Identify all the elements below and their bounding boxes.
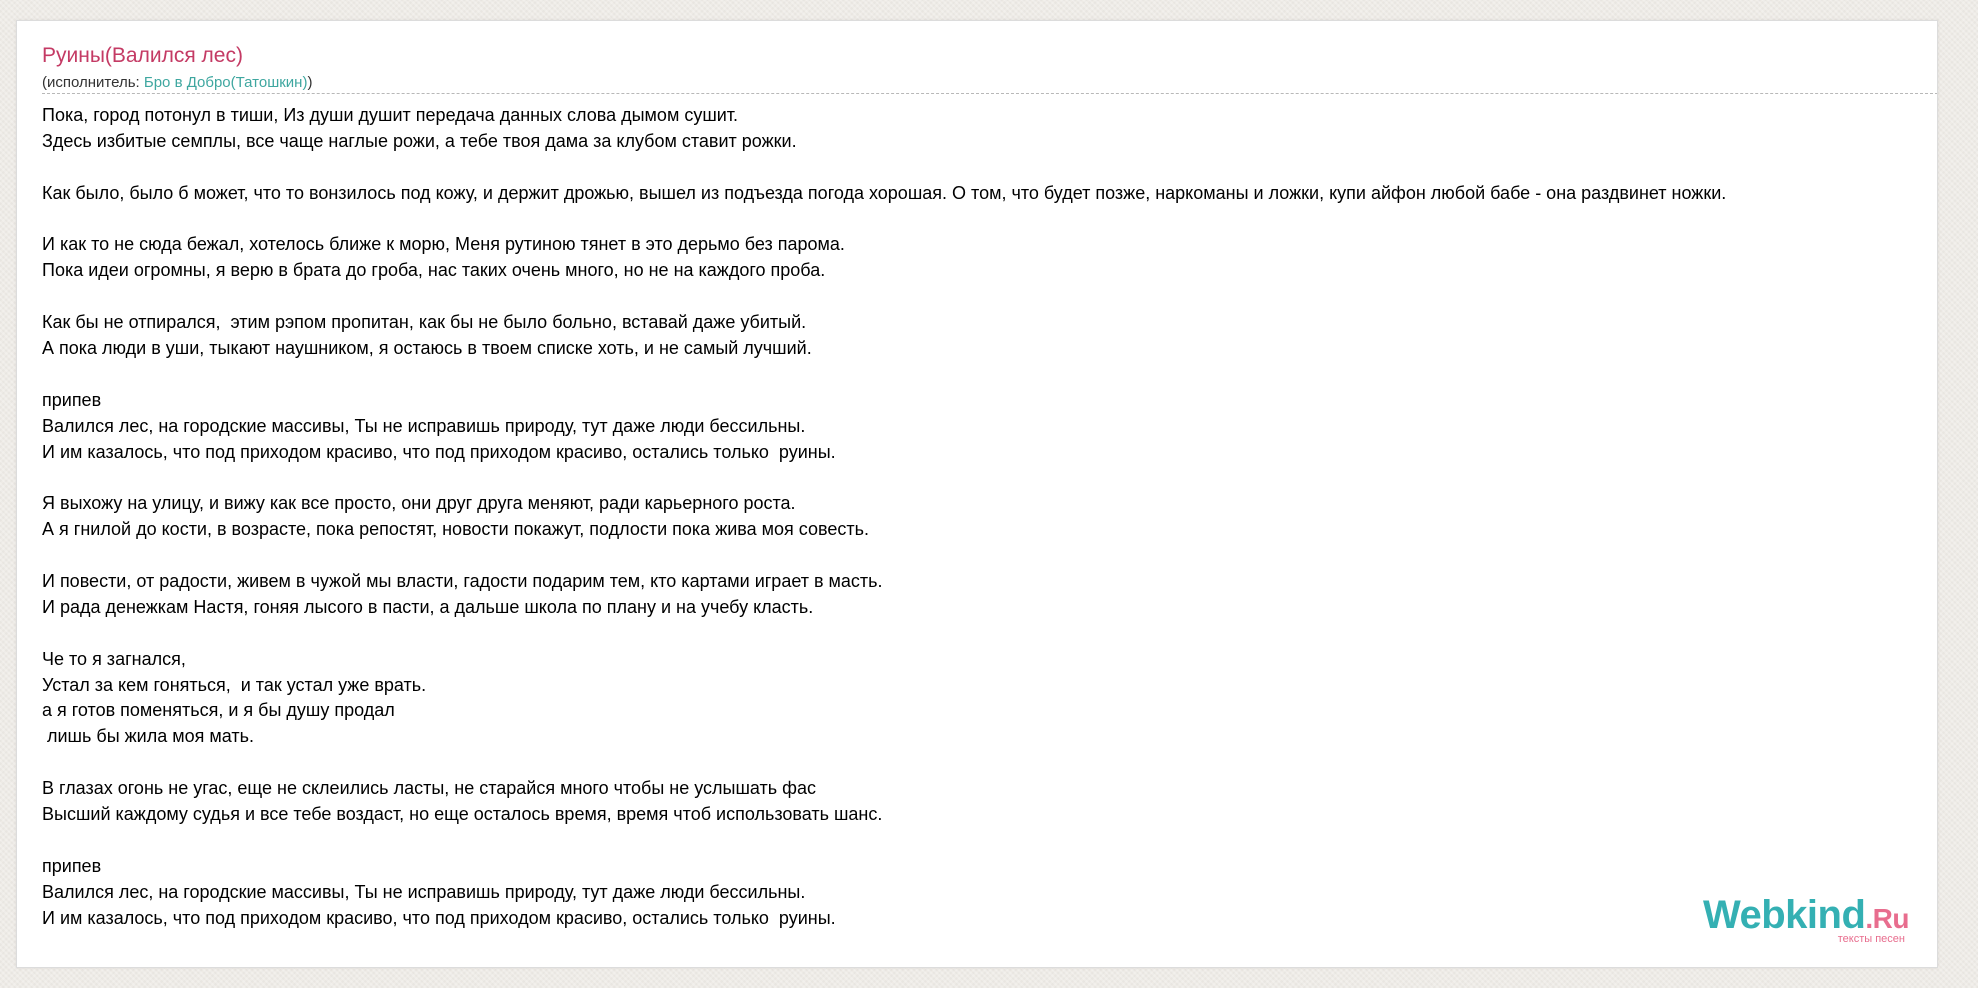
lyrics-line: И им казалось, что под приходом красиво, что под приходом красиво, остались только руины.: [42, 907, 836, 928]
lyrics-text: [42, 103, 1938, 932]
lyrics-card: [16, 20, 1938, 968]
lyrics-line: И повести, от радости, живем в чужой мы власти, гадости подарим тем, кто картами играет в масть.: [42, 571, 883, 592]
lyrics-blank-line: [42, 543, 1938, 569]
lyrics-line: Устал за кем гоняться, и так устал уже врать.: [42, 674, 427, 695]
lyrics-line: а я готов поменяться, и я бы душу продал: [42, 700, 395, 721]
lyrics-line: Валился лес, на городские массивы, Ты не исправишь природу, тут даже люди бессильны.: [42, 881, 806, 902]
logo-tld: .Ru: [1865, 903, 1909, 934]
lyrics-blank-line: [42, 465, 1938, 491]
lyrics-line: Я выхожу на улицу, и вижу как все просто, они друг друга меняют, ради карьерного роста.: [42, 493, 796, 514]
lyrics-line: А я гнилой до кости, в возрасте, пока репостят, новости покажут, подлости пока жива моя совесть.: [42, 519, 869, 540]
lyrics-line: Как было, было б может, что то вонзилось под кожу, и держит дрожью, вышел из подъезда погода хорошая. О том, что будет позже, наркоманы и ложки, купи айфон любой бабе - она раздвинет ножки.: [42, 182, 1727, 203]
lyrics-line: И как то не сюда бежал, хотелось ближе к морю, Меня рутиною тянет в это дерьмо без парома.: [42, 234, 845, 255]
lyrics-blank-line: [42, 155, 1938, 181]
logo-wordmark: [1702, 893, 1909, 938]
lyrics-line: Пока, город потонул в тиши, Из души душит передача данных слова дымом сушит.: [42, 105, 739, 125]
lyrics-line: Здесь избитые семплы, все чаще наглые рожи, а тебе твоя дама за клубом ставит рожки.: [42, 130, 797, 151]
artist-link[interactable]: Бро в Добро(Татошкин): [143, 74, 308, 91]
lyrics-blank-line: [42, 828, 1938, 854]
lyrics-line: лишь бы жила моя мать.: [42, 726, 254, 747]
artist-prefix: (исполнитель:: [42, 74, 144, 91]
lyrics-line: И им казалось, что под приходом красиво, что под приходом красиво, остались только руины.: [42, 441, 836, 462]
lyrics-line: Пока идеи огромны, я верю в брата до гроба, нас таких очень много, но не на каждого проба.: [42, 260, 826, 281]
lyrics-line: В глазах огонь не угас, еще не склеились ласты, не старайся много чтобы не услышать фас: [42, 778, 816, 799]
artist-line: [42, 74, 1938, 94]
lyrics-line: И рада денежкам Настя, гоняя лысого в пасти, а дальше школа по плану и на учебу класть.: [42, 596, 814, 617]
lyrics-line: припев: [42, 389, 102, 410]
lyrics-blank-line: [42, 207, 1938, 233]
lyrics-line: Как бы не отпирался, этим рэпом пропитан, как бы не было больно, вставай даже убитый.: [42, 312, 807, 333]
lyrics-blank-line: [42, 362, 1938, 388]
lyrics-blank-line: [42, 621, 1938, 647]
lyrics-line: Высший каждому судья и все тебе воздаст, но еще осталось время, время чтоб использовать шанс.: [42, 804, 883, 825]
lyrics-blank-line: [42, 750, 1938, 776]
lyrics-blank-line: [42, 284, 1938, 310]
lyrics-line: Валился лес, на городские массивы, Ты не исправишь природу, тут даже люди бессильны.: [42, 415, 806, 436]
song-title: Руины(Валился лес): [42, 44, 243, 67]
logo-brand: Webkind: [1702, 893, 1866, 937]
site-logo[interactable]: [1702, 893, 1909, 945]
artist-suffix: ): [307, 74, 313, 91]
lyrics-line: А пока люди в уши, тыкают наушником, я остаюсь в твоем списке хоть, и не самый лучший.: [42, 338, 812, 359]
lyrics-line: Че то я загнался,: [42, 648, 186, 669]
lyrics-line: припев: [42, 855, 102, 876]
logo-tagline: тексты песен: [1837, 933, 1905, 945]
